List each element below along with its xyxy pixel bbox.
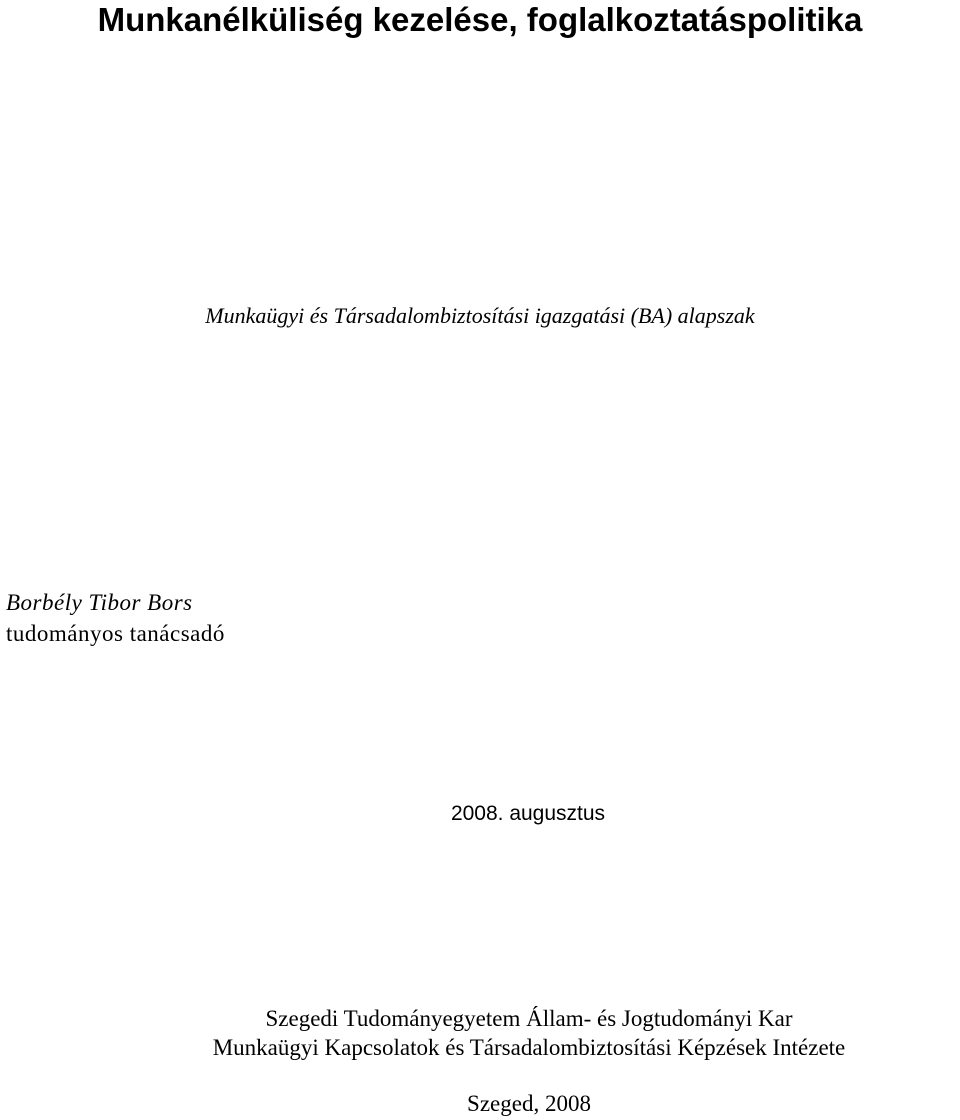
publication-date: 2008. augusztus — [450, 802, 606, 825]
institution-department: Munkaügyi Kapcsolatok és Társadalombiztosítási Képzések Intézete — [212, 1035, 846, 1060]
document-title: Munkanélküliség kezelése, foglalkoztatáspolitika — [97, 1, 863, 38]
author-name: Borbély Tibor Bors — [6, 590, 193, 615]
course-subtitle: Munkaügyi és Társadalombiztosítási igazgatási (BA) alapszak — [205, 303, 755, 328]
institution-faculty: Szegedi Tudományegyetem Állam- és Jogtudományi Kar — [265, 1006, 793, 1031]
author-role: tudományos tanácsadó — [6, 621, 225, 646]
place-and-year: Szeged, 2008 — [467, 1091, 591, 1116]
